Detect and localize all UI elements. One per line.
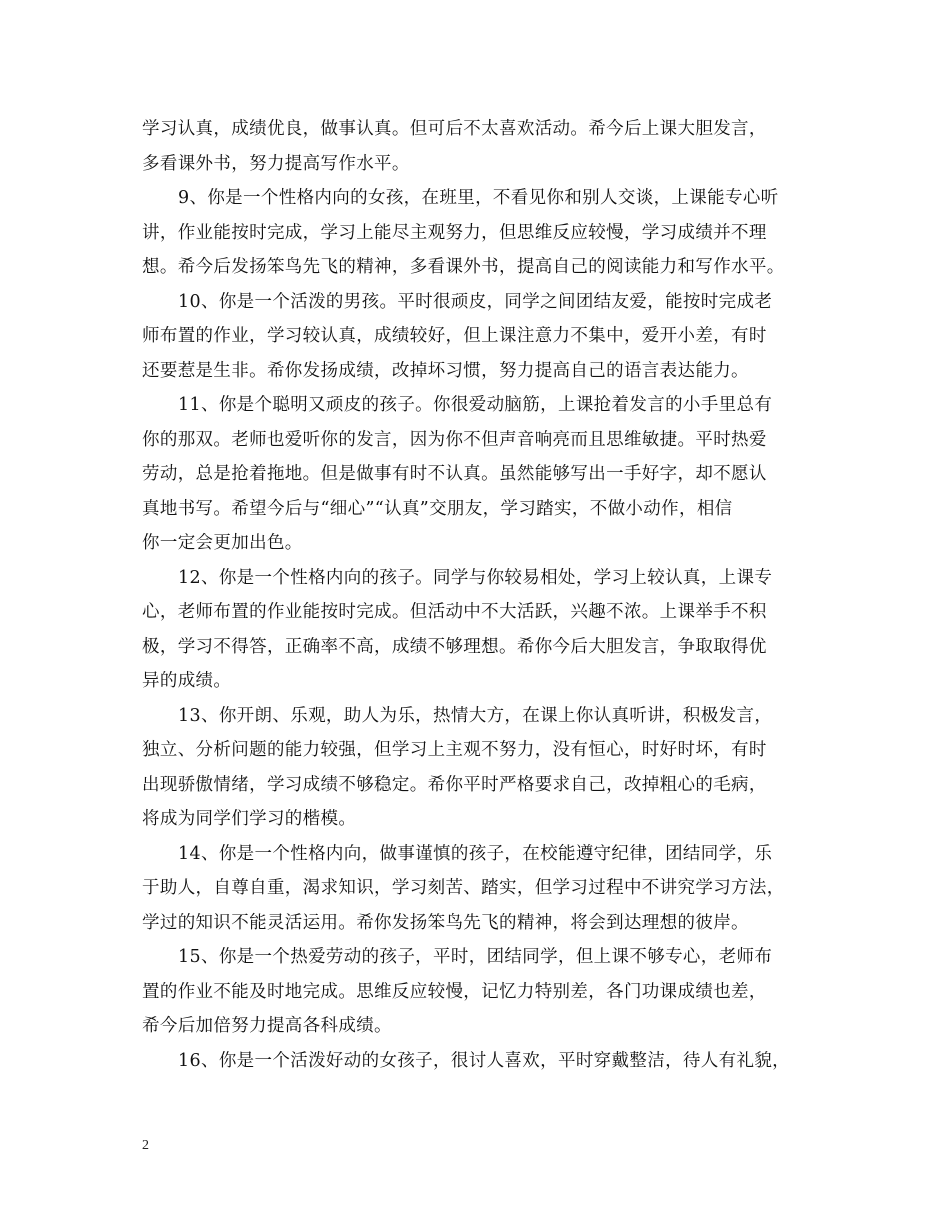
document-body: [142, 112, 832, 1078]
text-line: 异的成绩。: [142, 671, 232, 691]
text-line: 10、你是一个活泼的男孩。平时很顽皮，同学之间团结友爱，能按时完成老: [178, 291, 773, 312]
text-line: 你的那双。老师也爱听你的发言，因为你不但声音响亮而且思维敏捷。平时热爱: [142, 429, 767, 450]
text-line: 学过的知识不能灵活运用。希你发扬笨鸟先飞的精神，将会到达理想的彼岸。: [142, 912, 749, 933]
text-line: 想。希今后发扬笨鸟先飞的精神，多看课外书，提高自己的阅读能力和写作水平。: [142, 257, 785, 277]
text-line: 希今后加倍努力提高各科成绩。: [142, 1016, 392, 1036]
text-line: 置的作业不能及时地完成。思维反应较慢，记忆力特别差，各门功课成绩也差，: [142, 981, 767, 1002]
text-line: 还要惹是生非。希你发扬成绩，改掉坏习惯，努力提高自己的语言表达能力。: [142, 360, 749, 381]
text-line: 16、你是一个活泼好动的女孩子，很讨人喜欢，平时穿戴整洁，待人有礼貌，: [178, 1050, 791, 1071]
text-line: 真地书写。希望今后与“细心”“认真”交朋友，学习踏实，不做小动作，相信: [142, 498, 733, 519]
text-line: 14、你是一个性格内向，做事谨慎的孩子，在校能遵守纪律，团结同学，乐: [178, 843, 773, 864]
text-line: 多看课外书，努力提高写作水平。: [142, 153, 410, 174]
text-line: 劳动，总是抢着拖地。但是做事有时不认真。虽然能够写出一手好字，却不愿认: [142, 464, 767, 484]
text-line: 12、你是一个性格内向的孩子。同学与你较易相处，学习上较认真，上课专: [178, 567, 773, 588]
text-line: 于助人，自尊自重，渴求知识，学习刻苦、踏实，但学习过程中不讲究学习方法，: [142, 878, 785, 898]
text-line: 15、你是一个热爱劳动的孩子，平时，团结同学，但上课不够专心，老师布: [178, 947, 773, 967]
text-line: 9、你是一个性格内向的女孩，在班里，不看见你和别人交谈，上课能专心听: [178, 188, 779, 208]
text-line: 学习认真，成绩优良，做事认真。但可后不太喜欢活动。希今后上课大胆发言，: [142, 119, 767, 139]
text-line: 极，学习不得答，正确率不高，成绩不够理想。希你今后大胆发言，争取取得优: [142, 636, 767, 657]
text-line: 师布置的作业，学习较认真，成绩较好，但上课注意力不集中，爱开小差，有时: [142, 326, 767, 346]
text-line: 讲，作业能按时完成，学习上能尽主观努力，但思维反应较慢，学习成绩并不理: [142, 222, 767, 243]
text-line: 11、你是个聪明又顽皮的孩子。你很爱动脑筋，上课抢着发言的小手里总有: [178, 395, 773, 415]
text-line: 将成为同学们学习的楷模。: [142, 809, 357, 829]
page-number: 2: [142, 1138, 149, 1153]
text-line: 出现骄傲情绪，学习成绩不够稳定。希你平时严格要求自己，改掉粗心的毛病，: [142, 774, 767, 795]
text-line: 13、你开朗、乐观，助人为乐，热情大方，在课上你认真听讲，积极发言，: [178, 705, 773, 726]
text-line: 独立、分析问题的能力较强，但学习上主观不努力，没有恒心，时好时坏，有时: [142, 740, 767, 760]
text-line: 你一定会更加出色。: [142, 533, 303, 553]
text-line: 心，老师布置的作业能按时完成。但活动中不大活跃，兴趣不浓。上课举手不积: [142, 602, 767, 622]
